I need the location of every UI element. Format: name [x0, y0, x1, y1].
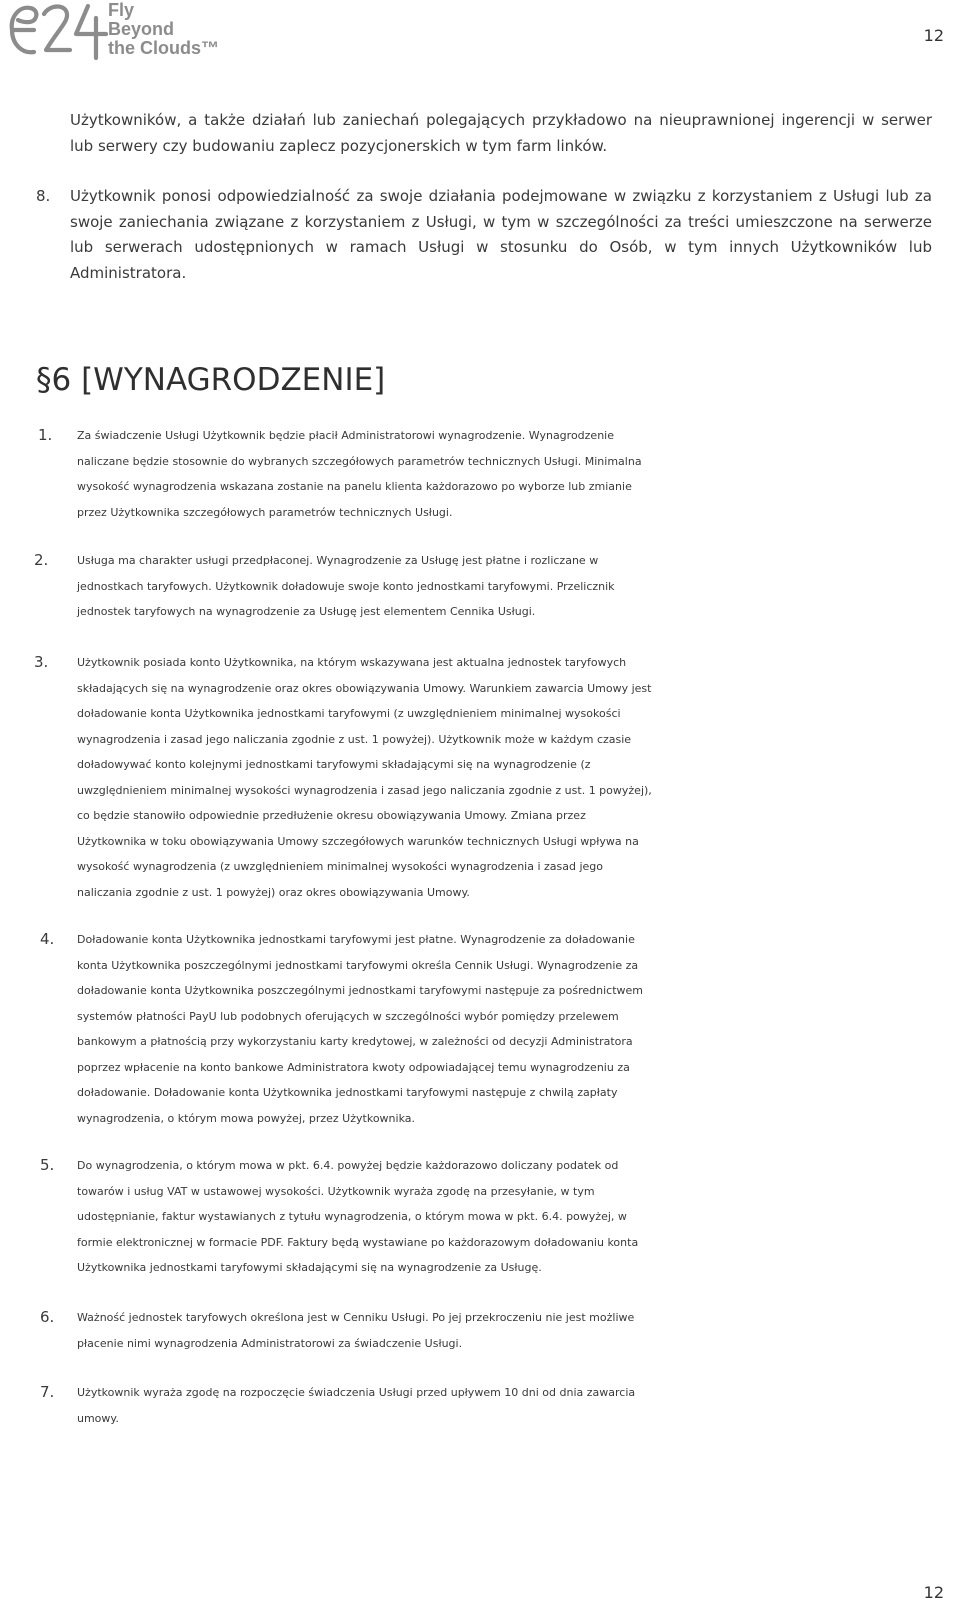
- text-line: poprzez wpłacenie na konto bankowe Administratora kwoty odpowiadającej temu wynagrodzeniu za: [77, 1060, 630, 1074]
- list-item-text: [77, 1380, 937, 1431]
- text-line: składających się na wynagrodzenie oraz okres obowiązywania Umowy. Warunkiem zawarcia Umowy jest: [77, 681, 652, 695]
- section-heading: §6 [WYNAGRODZENIE]: [36, 362, 386, 398]
- text-line: systemów płatności PayU lub podobnych oferujących w szczególności wybór pomiędzy przelewem: [77, 1009, 619, 1023]
- logo-mark-icon: [4, 0, 110, 62]
- text-line: co będzie stanowiło odpowiednie przedłużenie okresu obowiązywania Umowy. Zmiana przez: [77, 809, 586, 822]
- text-line: doładowanie. Doładowanie konta Użytkownika jednostkami taryfowymi następuje z chwilą zapłaty: [77, 1086, 618, 1099]
- list-item-number: 2.: [34, 551, 49, 569]
- company-logo: [0, 0, 230, 70]
- text-line: przez Użytkownika szczegółowych parametrów technicznych Usługi.: [77, 505, 453, 519]
- list-item-text: [77, 927, 937, 1131]
- list-item-number: 4.: [40, 930, 55, 948]
- text-line: jednostek taryfowych na wynagrodzenie za Usługę jest elementem Cennika Usługi.: [77, 605, 536, 618]
- text-line: płacenie nimi wynagrodzenia Administratorowi za świadczenie Usługi.: [77, 1336, 463, 1350]
- list-item-number: 6.: [40, 1308, 55, 1326]
- list-item-text: [77, 423, 937, 525]
- text-line: umowy.: [77, 1411, 119, 1425]
- logo-line-3: the Clouds™: [108, 38, 219, 58]
- text-line: naliczane będzie stosownie do wybranych szczegółowych parametrów technicznych Usługi. Minimalna: [77, 454, 642, 468]
- text-line: towarów i usług VAT w ustawowej wysokości. Użytkownik wyraża zgodę na przesyłanie, w tym: [77, 1184, 595, 1198]
- text-line: wysokość wynagrodzenia (z uwzględnieniem minimalnej wysokości wynagrodzenia i zasad jego: [77, 860, 604, 873]
- page-number-bottom: 12: [923, 1583, 944, 1602]
- continuation-text: Użytkowników, a także działań lub zaniechań polegających przykładowo na nieuprawnionej ingerencji w serwer lub serwery czy budowaniu zaplecz pozycjonerskich w tym farm linków.: [70, 111, 932, 155]
- list-item-text: [77, 548, 937, 625]
- point-8-text: Użytkownik ponosi odpowiedzialność za swoje działania podejmowane w związku z korzystaniem z Usługi lub za swoje zaniechania związane z korzystaniem z Usługi, w tym w szczególności za treści umieszczone na serwerze lub serwerach udostępnionych w ramach Usługi w stosunku do Osób, w tym innych Użytkowników lub Administratora.: [70, 187, 932, 282]
- text-line: Użytkownik wyraża zgodę na rozpoczęcie świadczenia Usługi przed upływem 10 dni od dnia zawarcia: [77, 1386, 636, 1399]
- list-item-number: 3.: [34, 653, 49, 671]
- text-line: Ważność jednostek taryfowych określona jest w Cenniku Usługi. Po jej przekroczeniu nie jest możliwe: [77, 1311, 635, 1324]
- text-line: Użytkownik posiada konto Użytkownika, na którym wskazywana jest aktualna jednostek taryfowych: [77, 656, 627, 669]
- text-line: Użytkownika jednostkami taryfowymi składającymi się na wynagrodzenie za Usługę.: [77, 1261, 542, 1274]
- text-line: doładowywać konto kolejnymi jednostkami taryfowymi składającymi się na wynagrodzenie (z: [77, 758, 591, 771]
- text-line: uwzględnieniem minimalnej wysokości wynagrodzenia i zasad jego naliczania zgodnie z ust. 1 powyżej),: [77, 783, 652, 797]
- list-item-text: [77, 1153, 937, 1281]
- page-number-top: 12: [923, 26, 944, 45]
- logo-line-2: Beyond: [108, 19, 175, 39]
- text-line: wynagrodzenia, o którym mowa powyżej, przez Użytkownika.: [77, 1111, 415, 1125]
- text-line: wynagrodzenia i zasad jego naliczania zgodnie z ust. 1 powyżej). Użytkownik może w każdym czasie: [77, 732, 632, 746]
- text-line: Do wynagrodzenia, o którym mowa w pkt. 6.4. powyżej będzie każdorazowo doliczany podatek od: [77, 1159, 619, 1172]
- text-line: wysokość wynagrodzenia wskazana zostanie na panelu klienta każdorazowo po wyborze lub zmianie: [77, 480, 632, 493]
- text-line: naliczania zgodnie z ust. 1 powyżej) oraz okres obowiązywania Umowy.: [77, 885, 470, 899]
- text-line: Usługa ma charakter usługi przedpłaconej. Wynagrodzenie za Usługę jest płatne i rozliczane w: [77, 554, 599, 567]
- text-line: bankowym a płatnością przy wykorzystaniu karty kredytowej, w zależności od decyzji Administratora: [77, 1035, 633, 1048]
- list-item-number: 7.: [40, 1383, 55, 1401]
- text-line: Za świadczenie Usługi Użytkownik będzie płacił Administratorowi wynagrodzenie. Wynagrodzenie: [77, 429, 614, 442]
- logo-line-1: Fly: [108, 0, 135, 20]
- text-line: doładowanie konta Użytkownika poszczególnymi jednostkami taryfowymi następuje za pośrednictwem: [77, 984, 644, 997]
- text-line: Użytkownika w toku obowiązywania Umowy szczegółowych warunków technicznych Usługi wpływa na: [77, 834, 639, 848]
- text-line: konta Użytkownika poszczególnymi jednostkami taryfowymi określa Cennik Usługi. Wynagrodzenie za: [77, 958, 639, 972]
- text-line: Doładowanie konta Użytkownika jednostkami taryfowymi jest płatne. Wynagrodzenie za doładowanie: [77, 933, 635, 946]
- logo-wordmark: [108, 1, 219, 58]
- text-line: udostępnianie, faktur wystawianych z tytułu wynagrodzenia, o którym mowa w pkt. 6.4. powyżej, w: [77, 1210, 627, 1223]
- list-item-text: [77, 650, 937, 905]
- text-line: formie elektronicznej w formacie PDF. Faktury będą wystawiane po każdorazowym doładowaniu konta: [77, 1235, 639, 1249]
- point-8-number: 8.: [36, 187, 51, 205]
- text-line: doładowanie konta Użytkownika jednostkami taryfowymi (z uwzględnieniem minimalnej wysokości: [77, 707, 621, 720]
- list-item-number: 1.: [38, 426, 53, 444]
- text-line: jednostkach taryfowych. Użytkownik doładowuje swoje konto jednostkami taryfowymi. Przelicznik: [77, 579, 615, 593]
- list-item-text: [77, 1305, 937, 1356]
- list-item-number: 5.: [40, 1156, 55, 1174]
